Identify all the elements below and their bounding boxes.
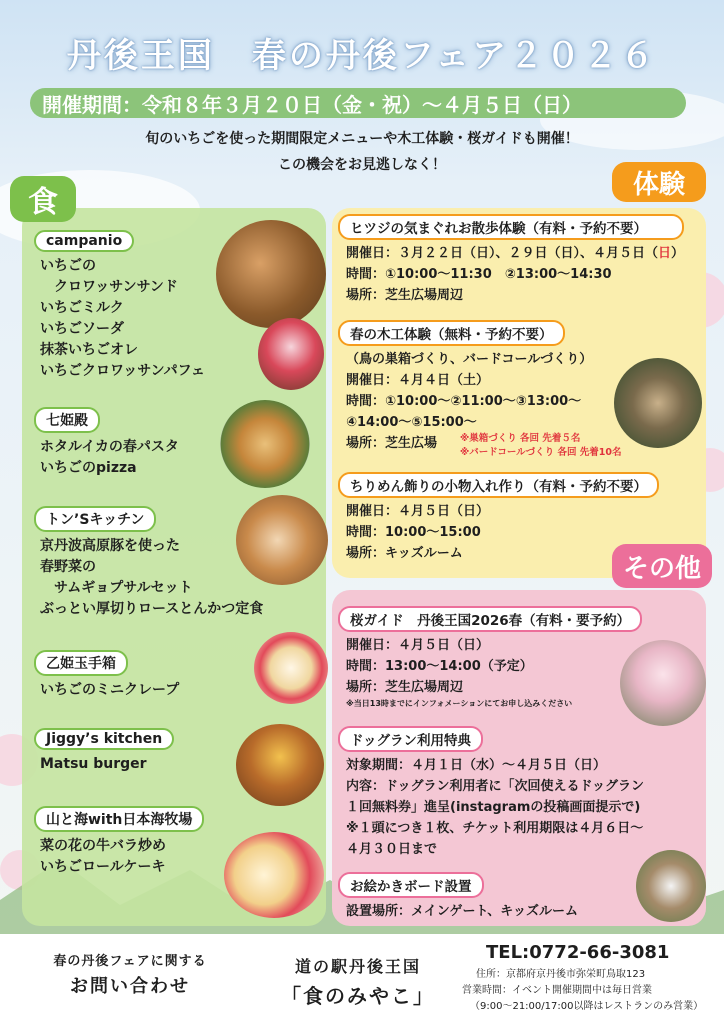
- shop-name: 七姫殿: [34, 407, 100, 433]
- event-content-continued: １回無料券」進呈(instagramの投稿画面提示で): [346, 800, 641, 815]
- woodwork-note-birdhouse: ※巣箱づくり 各回 先着５名: [460, 433, 581, 444]
- menu-item: いちごソーダ: [40, 321, 124, 337]
- tonkatsu-photo: [236, 495, 328, 585]
- event-place: 場所：キッズルーム: [346, 546, 463, 561]
- event-chirimen: [338, 472, 659, 564]
- shop-campanio: [34, 230, 205, 382]
- menu-item: いちごの: [40, 258, 96, 274]
- event-title: ヒツジの気まぐれお散歩体験（有料・予約不要）: [338, 214, 684, 240]
- shop-name: campanio: [34, 230, 134, 252]
- event-sheep-walk: [338, 214, 684, 306]
- event-place: 設置場所：メインゲート、キッズルーム: [346, 904, 579, 919]
- menu-item: いちごクロワッサンパフェ: [40, 363, 205, 379]
- crepe-photo: [254, 632, 328, 704]
- event-time: 時間：①10:00～②11:00～③13:00～: [346, 394, 582, 409]
- roll-cake-photo: [224, 832, 324, 918]
- croissant-sandwich-photo: [216, 220, 326, 328]
- event-title: 春の木工体験（無料・予約不要）: [338, 320, 565, 346]
- inquiry-line2: お問い合わせ: [70, 976, 190, 997]
- dog-photo: [636, 850, 706, 922]
- event-place: 場所：芝生広場: [346, 436, 438, 451]
- menu-item: Matsu burger: [40, 756, 147, 772]
- menu-item: 春野菜の: [40, 559, 96, 575]
- event-content: 内容：ドッグラン利用者に「次回使えるドッグラン: [346, 779, 644, 794]
- menu-item: クロワッサンサンド: [40, 279, 178, 295]
- shop-jiggys-kitchen: [34, 728, 174, 775]
- opening-hours-detail: （9:00～21:00/17:00以降はレストランのみ営業）: [470, 1001, 704, 1012]
- menu-item: ぶっとい厚切りロースとんかつ定食: [40, 601, 264, 617]
- event-place: 場所：芝生広場周辺: [346, 680, 464, 695]
- woodwork-note-birdcall: ※バードコールづくり 各回 先着10名: [460, 447, 622, 458]
- menu-item: ホタルイカの春パスタ: [40, 439, 179, 455]
- station-subtitle: 「食のみやこ」: [281, 984, 435, 1008]
- other-badge: その他: [612, 544, 712, 588]
- shop-yama-to-umi: [34, 806, 204, 878]
- cherry-blossom-photo: [620, 640, 706, 726]
- pasta-photo: [220, 400, 310, 488]
- shop-name: トン’Sキッチン: [34, 506, 156, 532]
- shop-nanahimeden: [34, 407, 179, 479]
- menu-item: いちごロールケーキ: [40, 859, 166, 875]
- inquiry-line1: 春の丹後フェアに関する: [53, 954, 207, 969]
- menu-item: 抹茶いちごオレ: [40, 342, 138, 358]
- burger-photo: [236, 724, 324, 806]
- menu-item: サムギョプサルセット: [40, 580, 193, 596]
- event-title: 桜ガイド 丹後王国2026春（有料・要予約）: [338, 606, 642, 632]
- experience-badge: 体験: [612, 162, 706, 202]
- event-sakura-guide: [338, 606, 642, 709]
- event-time: 時間：①10:00～11:30 ②13:00～14:30: [346, 267, 612, 282]
- menu-item: 京丹波高原豚を使った: [40, 538, 180, 554]
- shop-tons-kitchen: [34, 506, 263, 620]
- event-date: 開催日：３月２２日（日）、２９日（日）、４月５日（日）: [346, 246, 685, 261]
- station-name: 道の駅丹後王国: [294, 957, 421, 976]
- event-title: ちりめん飾りの小物入れ作り（有料・予約不要）: [338, 472, 659, 498]
- event-period-bar: 開催期間：令和８年３月２０日（金・祝）～４月５日（日）: [30, 88, 686, 118]
- menu-item: いちごのpizza: [40, 460, 137, 476]
- address: 住所：京都府京丹後市弥栄町鳥取123: [476, 969, 646, 980]
- intro-text-line1: 旬のいちごを使った期間限定メニューや木工体験・桜ガイドも開催！: [145, 131, 579, 147]
- telephone: TEL:0772-66-3081: [486, 942, 670, 963]
- menu-item: 菜の花の牛バラ炒め: [40, 838, 166, 854]
- event-dog-run: [338, 726, 644, 860]
- strawberry-parfait-photo: [258, 318, 324, 390]
- event-title: お絵かきボード設置: [338, 872, 484, 898]
- event-time: 時間：13:00～14:00（予定）: [346, 659, 533, 674]
- event-drawing-board: [338, 872, 578, 922]
- event-date: 開催日：４月５日（日）: [346, 504, 490, 519]
- event-subtitle: （鳥の巣箱づくり、バードコールづくり）: [346, 352, 593, 367]
- shop-otohime-tamatebako: [34, 650, 179, 701]
- event-date: 開催日：４月５日（日）: [346, 638, 490, 653]
- shop-name: Jiggy’s kitchen: [34, 728, 174, 750]
- intro-text-line2: この機会をお見逃しなく！: [278, 157, 446, 173]
- food-badge: 食: [10, 176, 76, 222]
- menu-item: いちごミルク: [40, 300, 124, 316]
- event-period: 対象期間：４月１日（水）～４月５日（日）: [346, 758, 607, 773]
- event-title: ドッグラン利用特典: [338, 726, 483, 752]
- shop-name: 山と海with日本海牧場: [34, 806, 204, 832]
- bird-call-photo: [614, 358, 702, 448]
- fair-title: 丹後王国 春の丹後フェア２０２６: [66, 36, 658, 76]
- menu-item: いちごのミニクレープ: [40, 682, 180, 698]
- event-time: 時間：10:00～15:00: [346, 525, 481, 540]
- event-note-continued: ４月３０日まで: [346, 842, 438, 857]
- event-note: ※１頭につき１枚、チケット利用期限は４月６日～: [346, 821, 644, 836]
- event-note: ※当日13時までにインフォメーションにてお申し込みください: [346, 699, 573, 708]
- event-time-continued: ④14:00～⑤15:00～: [346, 415, 477, 430]
- shop-name: 乙姫玉手箱: [34, 650, 128, 676]
- event-place: 場所：芝生広場周辺: [346, 288, 464, 303]
- event-date: 開催日：４月４日（土）: [346, 373, 490, 388]
- opening-hours: 営業時間：イベント開催期間中は毎日営業: [462, 985, 652, 996]
